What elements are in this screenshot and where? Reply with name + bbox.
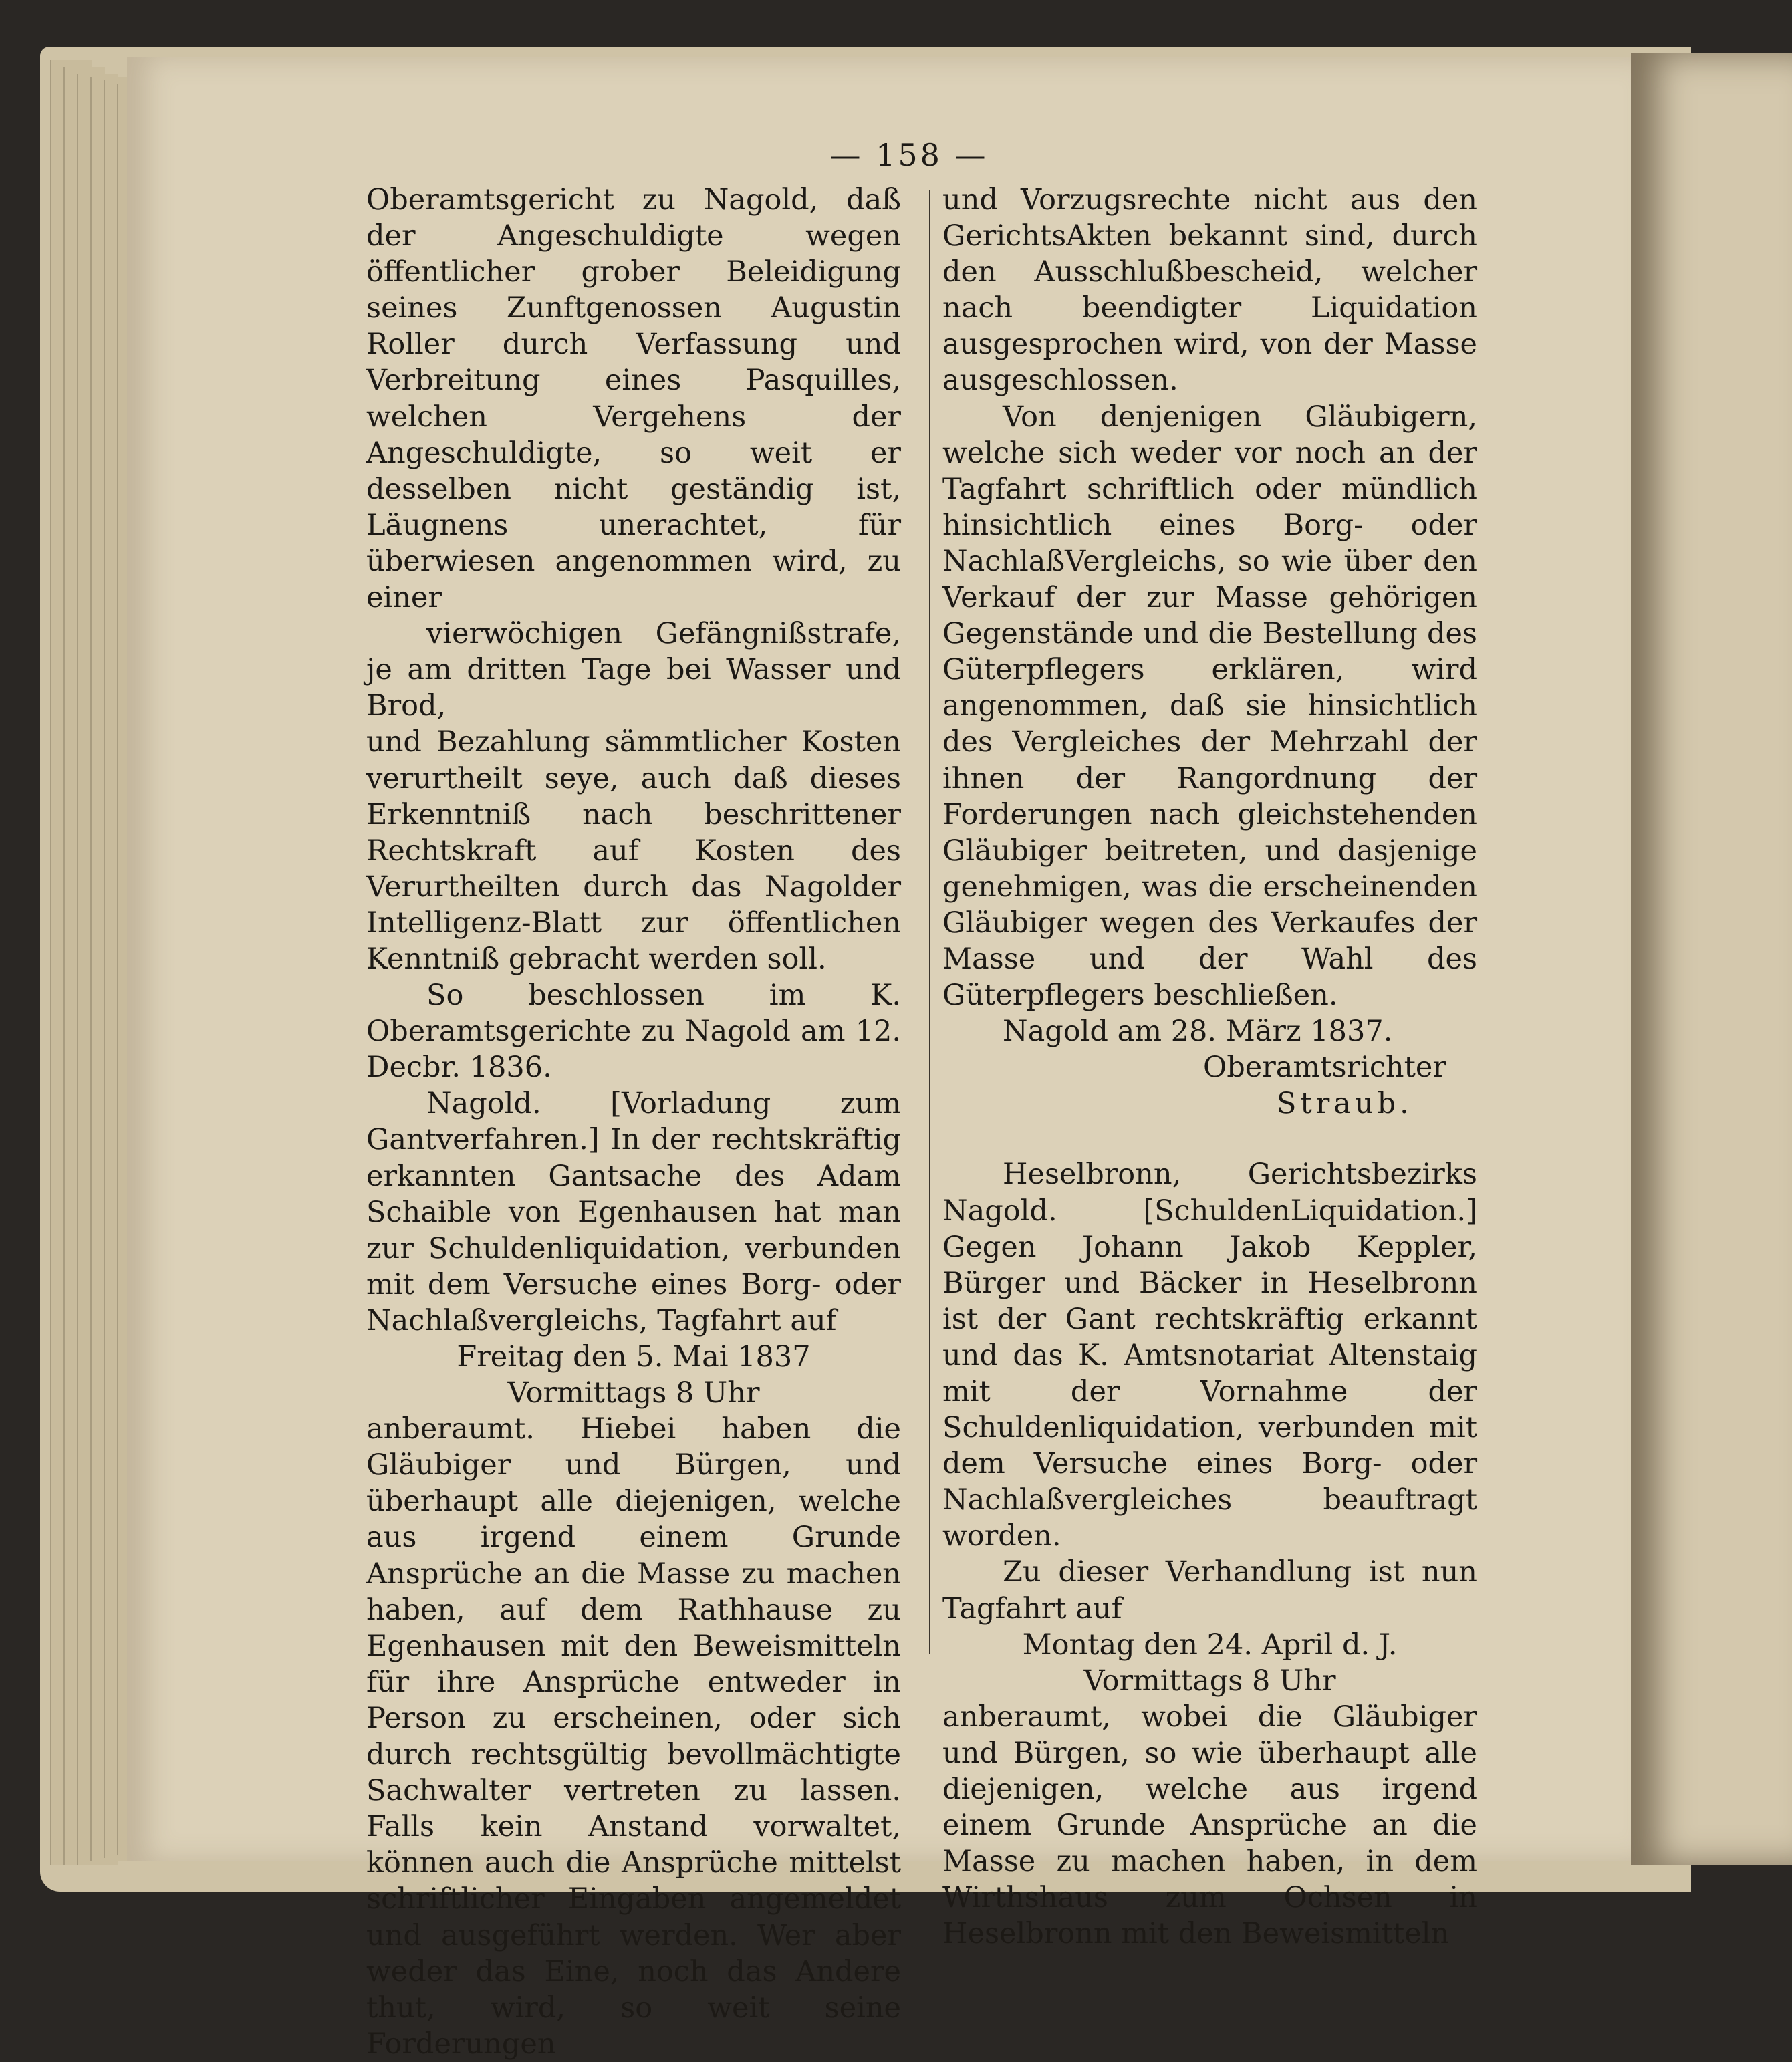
decision-date: So beschlossen im K. Oberamtsgerichte zu Nagold am 12. Decbr. 1836.	[366, 979, 901, 1085]
notice-body: anberaumt, wobei die Gläubiger und Bürgen, so wie überhaupt alle diejenigen, welche aus irgend einem Grunde Ansprüche an die Masse zu machen haben, in dem Wirthshaus zum Ochsen in Heselbronn mit den Beweismitteln	[942, 1700, 1477, 1951]
hearing-intro: Zu dieser Verhandlung ist nun Tagfahrt auf	[942, 1555, 1477, 1626]
notice-body: anberaumt. Hiebei haben die Gläubiger und Bürgen, und überhaupt alle diejenigen, welche aus irgend einem Grunde Ansprüche an die Masse zu machen haben, auf dem Rathhause zu Egenhausen mit den Beweismitteln für ihre Ansprüche entweder in Person zu erscheinen, oder sich durch rechtsgültig bevollmächtigte Sachwalter vertreten zu lassen. Falls kein Anstand vorwaltet, können auch die Ansprüche mittelst schriftlicher Eingaben angemeldet und ausgeführt werden. Wer aber weder das Eine, noch das Andere thut, wird, so weit seine Forderungen	[366, 1412, 901, 2061]
facing-page	[1631, 53, 1792, 1865]
signature-name: Straub.	[1277, 1087, 1413, 1121]
notice-heselbronn: Heselbronn, Gerichtsbezirks Nagold. [SchuldenLiquidation.] Gegen Johann Jakob Keppler, Bürger und Bäcker in Heselbronn ist der Gant rechtskräftig erkannt und das K. Amtsnotariat Altenstaig mit der Vornahme der Schuldenliquidation, verbunden mit dem Versuche eines Borg- oder Nachlaßvergleiches beauftragt worden.	[942, 1158, 1477, 1553]
exclusion-text: und Vorzugsrechte nicht aus den GerichtsAkten bekannt sind, durch den Ausschlußbescheid, welcher nach beendigter Liquidation ausgesprochen wird, von der Masse ausgeschlossen.	[942, 183, 1477, 398]
left-column	[366, 182, 901, 2062]
hearing-date: Freitag den 5. Mai 1837	[457, 1340, 811, 1374]
hearing-date: Montag den 24. April d. J.	[1022, 1628, 1398, 1662]
notice-gantverfahren: Nagold. [Vorladung zum Gantverfahren.] In der rechtskräftig erkannten Gantsache des Adam Schaible von Egenhausen hat man zur Schuldenliquidation, verbunden mit dem Versuche eines Borg- oder Nachlaßvergleichs, Tagfahrt auf	[366, 1087, 901, 1337]
section-gap	[942, 1122, 1477, 1156]
verdict-text: Oberamtsgericht zu Nagold, daß der Angeschuldigte wegen öffentlicher grober Beleidigung seines Zunftgenossen Augustin Roller durch Verfassung und Verbreitung eines Pasquilles, welchen Vergehens der Angeschuldigte, so weit er desselben nicht geständig ist, Läugnens unerachtet, für überwiesen angenommen wird, zu einer	[366, 183, 901, 615]
column-divider	[929, 190, 930, 1654]
penalty-text: vierwöchigen Gefängnißstrafe, je am dritten Tage bei Wasser und Brod,	[366, 617, 901, 723]
hearing-time: Vormittags 8 Uhr	[1083, 1664, 1336, 1698]
signature-date: Nagold am 28. März 1837.	[1003, 1015, 1393, 1049]
right-column	[942, 182, 1477, 1952]
costs-text: und Bezahlung sämmtlicher Kosten verurtheilt seye, auch daß dieses Erkenntniß nach beschrittener Rechtskraft auf Kosten des Verurtheilten durch das Nagolder Intelligenz-Blatt zur öffentlichen Kenntniß gebracht werden soll.	[366, 725, 901, 976]
signature-title: Oberamtsrichter	[1203, 1051, 1446, 1085]
page-number: — 158 —	[829, 137, 989, 173]
creditors-text: Von denjenigen Gläubigern, welche sich weder vor noch an der Tagfahrt schriftlich oder mündlich hinsichtlich eines Borg- oder NachlaßVergleichs, so wie über den Verkauf der zur Masse gehörigen Gegenstände und die Bestellung des Güterpflegers erklären, wird angenommen, daß sie hinsichtlich des Vergleiches der Mehrzahl der ihnen der Rangordnung der Forderungen nach gleichstehenden Gläubiger beitreten, und dasjenige genehmigen, was die erscheinenden Gläubiger wegen des Verkaufes der Masse und der Wahl des Güterpflegers beschließen.	[942, 400, 1477, 1013]
hearing-time: Vormittags 8 Uhr	[507, 1376, 760, 1410]
